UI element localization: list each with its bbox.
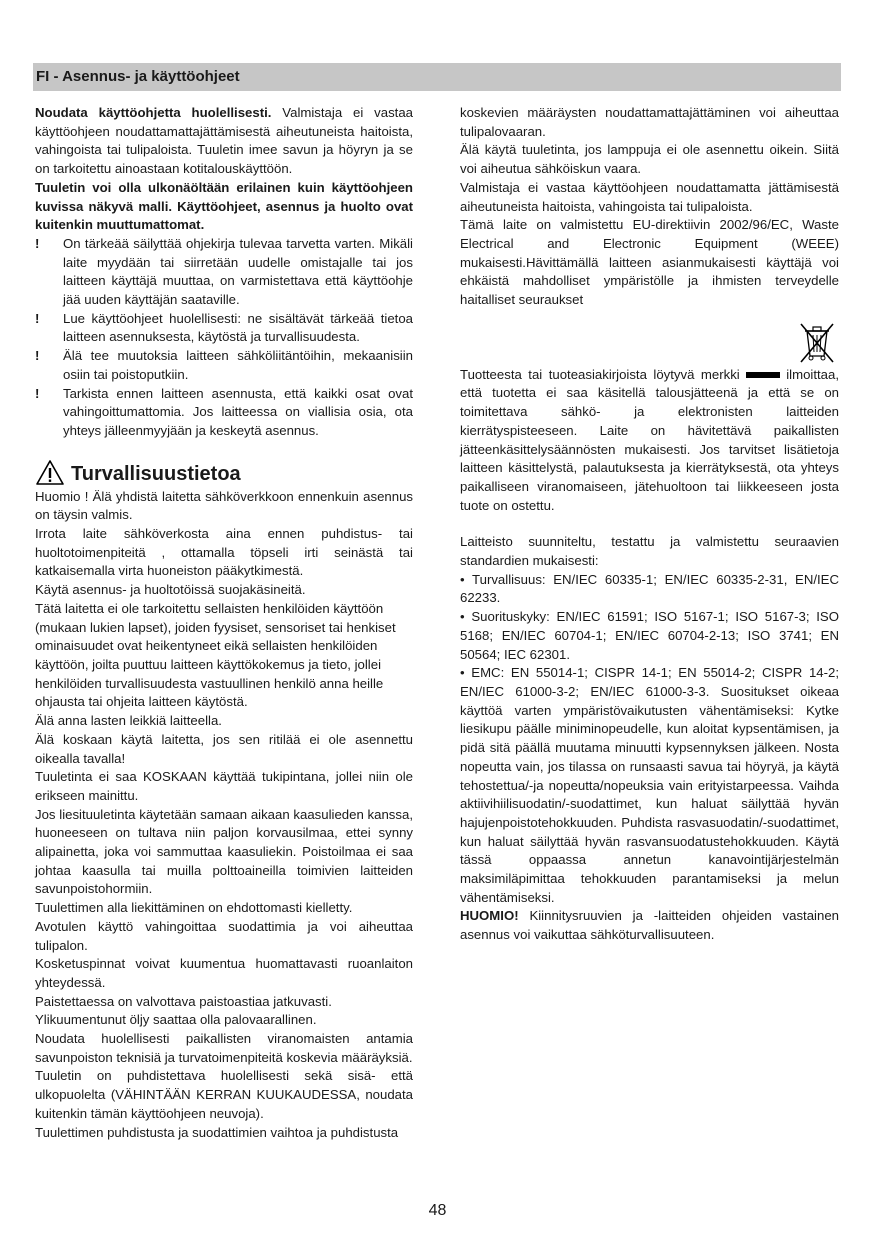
note-text: On tärkeää säilyttää ohjekirja tulevaa tarvetta varten. Mikäli laite myydään tai siirretään uudelle omistajalle tai jos laitteen käyttäjä muuttaa, on varmistettava että käyttöohje jää uuden käyttäjän saataville.: [63, 235, 413, 308]
intro-bold: Noudata käyttöohjetta huolellisesti.: [35, 105, 272, 120]
note-text: Lue käyttöohjeet huolellisesti: ne sisältävät tärkeää tietoa laitteen asennuksesta, käytöstä ja turvallisuudesta.: [63, 310, 413, 345]
exclamation-icon: !: [35, 310, 40, 326]
safety-paragraph: Avotulen käyttö vahingoittaa suodattimia ja voi aiheuttaa tulipalon.: [35, 918, 413, 953]
model-warning: Tuuletin voi olla ulkonäöltään erilainen kuin käyttöohjeen kuvissa näkyvä malli. Käyttöohjeet, asennus ja huolto ovat kuitenkin muuttumattomat.: [35, 179, 413, 233]
safety-title: Turvallisuustietoa: [71, 462, 241, 485]
safety-paragraph: Irrota laite sähköverkosta aina ennen puhdistus- tai huoltotoimenpiteitä , ottamalla töpseli irti seinästä tai katkaisemalla virta huoneiston pääkytkimestä.: [35, 526, 413, 579]
safety-paragraph: Huomio ! Älä yhdistä laitetta sähköverkkoon ennenkuin asennus on täysin valmis.: [35, 488, 413, 523]
note-item: [35, 235, 413, 310]
crossed-out-bin-icon: [795, 320, 839, 364]
right-column: [460, 104, 839, 945]
body-paragraph: Älä käytä tuuletinta, jos lamppuja ei ole asennettu oikein. Siitä voi aiheutua sähköiskun vaara.: [460, 142, 839, 177]
note-item: [35, 310, 413, 347]
standards-item: • Suorituskyky: EN/IEC 61591; ISO 5167-1; ISO 5167-3; ISO 5168; EN/IEC 60704-1; EN/IEC 60704-2-13; ISO 3741; EN 50564; IEC 62301.: [460, 609, 839, 662]
safety-paragraph: Käytä asennus- ja huoltotöissä suojakäsineitä.: [35, 582, 306, 598]
exclamation-icon: !: [35, 385, 40, 401]
page-number: 48: [428, 1202, 447, 1219]
weee-symbol-row: [460, 310, 839, 366]
safety-paragraph: Ylikuumentunut öljy saattaa olla palovaarallinen.: [35, 1012, 317, 1028]
safety-paragraph: Noudata huolellisesti paikallisten viranomaisten antamia savunpoiston teknisiä ja turvatoimenpiteitä koskevia määräyksiä.: [35, 1031, 413, 1065]
safety-paragraph: Tuuletinta ei saa KOSKAAN käyttää tukipintana, jollei niin ole erikseen mainittu.: [35, 769, 413, 803]
huomio-text: Kiinnitysruuvien ja -laitteiden ohjeiden vastainen asennus voi vaikuttaa sähköturvallisuuteen.: [460, 908, 839, 943]
body-paragraph: koskevien määräysten noudattamattajättäminen voi aiheuttaa tulipalovaaran.: [460, 105, 839, 139]
standards-item: • Turvallisuus: EN/IEC 60335-1; EN/IEC 60335-2-31, EN/IEC 62233.: [460, 571, 839, 606]
recycling-text: Tuotteesta tai tuoteasiakirjoista löytyvä merkki ilmoittaa, että tuotetta ei saa käsitellä talousjätteenä ja että se on toimitettava sähkö- ja elektronisten laitteiden kierrätyspisteeseen. Laite on hävitettävä paikallisten jätteenkäsittelysäännösten mukaisesti. Jos tarvitset lisätietoja laitteen käsittelystä, palautuksesta ja kierrätyksestä, ota yhteys paikalliseen viranomaiseen, jätehuoltoon tai liikkeeseen josta tuote on ostettu.: [460, 366, 839, 513]
standards-item: • EMC: EN 55014-1; CISPR 14-1; EN 55014-2; CISPR 14-2; EN/IEC 61000-3-2; EN/IEC 61000-3-3. Suositukset oikeaa käyttöä varten ympäristövaikutusten vähentämiseksi: Kytke liesikupu päälle miniminopeudelle, kun aloitat kypsentämisen, ja pidä sitä päällä muutama minuutti kypsennyksen jälkeen. Nosta nopeutta vain, jos tilassa on runsaasti savua tai höyryä, ja käytä tehostettua/-ja nopeutta/nopeuksia vain erityistarpeessa. Vaihda aktiivihiilisuodatin/-suodattimet, kun haluat säilyttää hyvän hajujenpoistotehokkuuden. Puhdista rasvasuodatin/-suodattimet, kun haluat säilyttää hyvän rasvansuodatustehokkuuden. Käytä tässä oppaassa annetun kanavointijärjestelmän maksimiläpimittaa tehokkuuden parantamiseksi ja melun vähentämiseksi.: [460, 665, 839, 905]
left-column: [35, 104, 413, 1142]
huomio-paragraph: [460, 907, 839, 944]
recycling-paragraph: [460, 366, 839, 516]
safety-paragraph: Tätä laitetta ei ole tarkoitettu sellaisten henkilöiden käyttöön (mukaan lukien lapset), joiden fyysiset, sensoriset tai henkiset ominaisuudet ovat heikentyneet eikä sellaisten henkilöiden käyttöön, joilta puuttuu laitteen käyttökokemus ja tieto, jollei henkilöiden turvallisuudesta vastuullinen henkilö anna heille ohjausta tai ohjeita laitteen käytöstä.: [35, 600, 396, 710]
safety-paragraph: Jos liesituuletinta käytetään samaan aikaan kaasulieden kanssa, huoneeseen on tultava niin paljon korvausilmaa, ettei synny alipainetta, joka voi sammuttaa kaasuliekin. Poistoilmaa ei saa johtaa kaasulla tai muilla polttoaineilla toimivien laitteiden savunpoistohormiin.: [35, 806, 413, 897]
exclamation-icon: !: [35, 235, 40, 251]
safety-paragraph: Älä anna lasten leikkiä laitteella.: [35, 713, 222, 729]
intro-paragraph: [35, 104, 413, 179]
black-bar-mark-icon: [746, 372, 780, 378]
note-text: Älä tee muutoksia laitteen sähköliitäntöihin, mekaanisiin osiin tai poistoputkiin.: [63, 348, 413, 382]
safety-paragraph: Älä koskaan käytä laitetta, jos sen ritilää ei ole asennettu oikealla tavalla!: [35, 731, 413, 766]
huomio-label: HUOMIO!: [460, 908, 519, 924]
body-paragraph: Valmistaja ei vastaa käyttöohjeen noudattamatta jättämisestä aiheutuneista haitoista, vahingoista tai tulipaloista.: [460, 179, 839, 214]
weee-paragraph: Tämä laite on valmistettu EU-direktiivin 2002/96/EC, Waste Electrical and Electronic Equipment (WEEE) mukaisesti.Hävittämällä laitteen asianmukaisesti käyttäjä voi ehkäistä mahdolliset ympäristölle ja ihmisten terveydelle haitalliset seuraukset: [460, 217, 839, 308]
intro-text: Valmistaja ei vastaa käyttöohjeen noudattamattajättämisestä aiheutuneista haitoista, vahingoista tai tulipaloista. Tuuletin imee savun ja höyryn ja se on tarkoitettu ainoastaan kotitalouskäyttöön.: [35, 105, 413, 177]
safety-paragraph: Tuuletin on puhdistettava huolellisesti sekä sisä- että ulkopuolelta (VÄHINTÄÄN KERRAN KUUKAUDESSA, noudata kuitenkin tämän käyttöohjeen neuvoja).: [35, 1068, 413, 1121]
safety-paragraph: Kosketuspinnat voivat kuumentua huomattavasti ruoanlaiton yhteydessä.: [35, 956, 413, 990]
standards-intro: Laitteisto suunniteltu, testattu ja valmistettu seuraavien standardien mukaisesti:: [460, 534, 839, 569]
warning-triangle-icon: [35, 459, 65, 486]
note-text: Tarkista ennen laitteen asennusta, että kaikki osat ovat vahingoittumattomia. Jos laitteessa on viallisia osia, ota yhteys jälleenmyyjään ja keskeytä asennus.: [63, 385, 413, 438]
note-item: [35, 347, 413, 384]
safety-paragraph: Tuulettimen puhdistusta ja suodattimien vaihtoa ja puhdistusta: [35, 1124, 399, 1140]
safety-heading: [35, 459, 413, 486]
section-header: FI - Asennus- ja käyttöohjeet: [33, 63, 841, 91]
safety-paragraph: Tuulettimen alla liekittäminen on ehdottomasti kielletty.: [35, 900, 353, 916]
exclamation-icon: !: [35, 348, 40, 364]
note-item: [35, 385, 413, 441]
safety-paragraph: Paistettaessa on valvottava paistoastiaa jatkuvasti.: [35, 993, 332, 1009]
